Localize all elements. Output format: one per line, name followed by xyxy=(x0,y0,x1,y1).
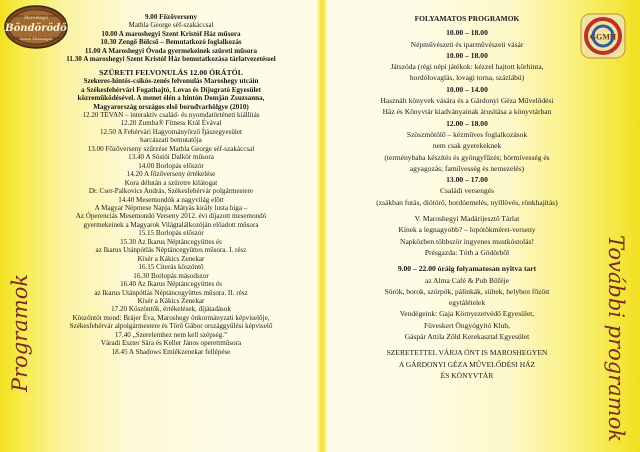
program-line: Mathla George séf-szakáccsal xyxy=(128,21,214,30)
program-line: Szöszmötölő – kézműves foglalkozások xyxy=(406,129,528,139)
program-line: 10.00 A maroshegyi Szent Kristóf Ház műsora xyxy=(101,29,241,38)
program-line: 14.40 Mesemondók a nagyvilág előtt xyxy=(118,195,224,204)
program-line: 12.20 Zumba® Fitness Král Évával xyxy=(120,119,222,128)
time-range: 12.00 – 18.00 xyxy=(446,118,488,128)
program-line: az Ikarus Utánpótlás Néptáncegyüttes műsora. I. rész xyxy=(95,246,247,255)
time-range: 10.00 – 14.00 xyxy=(446,84,488,94)
program-line: Napközben többször ingyenes mustkóstolás! xyxy=(400,236,534,246)
program-line: Présgazda: Tóth a Gödörből xyxy=(424,247,510,257)
program-line: V. Maroshegyi Madárijesztő Tárlat xyxy=(414,214,520,224)
right-program-column xyxy=(334,13,600,381)
program-line: nem csak gyerekeknek xyxy=(432,141,502,151)
ggmh-logo-text: GGMH xyxy=(589,32,617,42)
program-line: Köszöntöt mond: Brájer Éva, Maroshegy önkormányzati képviselője, xyxy=(72,313,270,322)
time-range: 13.00 – 17.00 xyxy=(446,175,488,185)
program-line: az Alma Café & Pub Büféje xyxy=(425,275,509,285)
continuous-programs-heading: FOLYAMATOS PROGRAMOK xyxy=(414,14,520,23)
program-line: közreműködésével. A menet élén a hintón Domján Zsuzsanna, xyxy=(77,94,265,103)
program-line: harcászati bemutatója xyxy=(140,136,202,145)
program-line: Sörök, borok, szörpök, pálinkák, sültek, helyben főzött xyxy=(384,286,550,296)
program-line: Magyarország országos első boruđvarhölgye (2010) xyxy=(93,102,249,111)
program-line: gyermekeinek a Magyarok Világtalálkozóján előadott műsora xyxy=(83,220,259,229)
program-line: 9.00 – 22.00 óráig folyamatosan nyitva tart xyxy=(397,264,537,274)
program-line: 11.30 A maroshegyi Szent Kristóf Ház bemutatkozása tárlatvezetéssel xyxy=(66,55,276,64)
program-line: Gáspár Attila Zöld Kerekasztal Egyesület xyxy=(404,332,530,342)
program-line: 14.00 Borlopás előszór xyxy=(138,161,204,170)
closing-line: A GÁRDONYI GÉZA MŰVELŐDÉSI HÁZ xyxy=(398,359,536,369)
program-line: Dr. Cser-Palkovics András, Székesfehérvár polgármestere xyxy=(88,187,254,196)
program-line: 15.30 Az Ikarus Néptáncegyüttes és xyxy=(120,237,222,246)
program-line: A Magyar Népmese Napja. Mátyás király lusta higa – xyxy=(94,203,248,212)
program-line: 15.15 Borlopás előszór xyxy=(138,229,204,238)
program-line: 13.40 A Sóstói Dalkör műsora xyxy=(128,153,214,162)
left-vertical-title: Programok xyxy=(8,273,32,392)
closing-line: ÉS KÖNYVTÁR xyxy=(440,370,494,380)
program-line: 12.20 TEVAN – interaktív család- és nyomdatörténeti kiállítás xyxy=(82,110,260,119)
program-line: Vendégeink: Gaja Környezetvédő Egyesület, xyxy=(399,309,535,319)
program-line: 16.30 Borlopás másodszor xyxy=(133,271,209,280)
program-line: 16.40 Az Ikarus Néptáncegyüttes és xyxy=(120,280,222,289)
program-line: az Ikarus Utánpótlás Néptáncegyüttes műsora. II. rész xyxy=(94,288,248,297)
program-line: 16.15 Citerás köszöntő xyxy=(138,263,204,272)
program-line: 17.40 „Szerelemhez nem kell szépség.” xyxy=(114,330,228,339)
program-line: 10.30 Zengő Bölcső – Bemutatkozó foglalkozás xyxy=(100,38,242,47)
program-line: 14.20 A főzőverseny értékelése xyxy=(126,170,216,179)
program-line: a Székesfehérvári Fogathajtó, Lovas és Díjugrató Egyesület xyxy=(81,85,261,94)
program-line: 17.20 Köszöntők, értékelések, díjátadások xyxy=(111,305,231,314)
program-line: Népművészeti és iparművészeti vásár xyxy=(410,39,524,49)
program-line: Használt könyvek vására és a Gárdonyi Géza Művelődési xyxy=(380,96,554,106)
program-line: (zsákban futás, diótörő, hordóemelés, nyíllövés, rönkhajítás) xyxy=(376,197,558,207)
program-line: Kísér a Kákics Zenekar xyxy=(137,254,205,263)
program-line: 18.45 A Shadows Emlékzenekar fellépése xyxy=(111,347,231,356)
time-range: 10.00 – 18.00 xyxy=(446,50,488,60)
program-line: Az Óperenciás Mesemondó Verseny 2012. évi díjazott mesemondó xyxy=(75,212,267,221)
center-fold xyxy=(316,0,328,452)
program-line: Váradi Eszter Sára és Keller János operettműsora xyxy=(100,339,242,348)
logo-line1: Maroshegyi xyxy=(24,16,48,21)
program-line: Füveskert Öngyógyító Klub, xyxy=(423,320,511,330)
program-line: egytálételek xyxy=(448,298,486,308)
program-line: Kinek a legnagyobb? – lopótökméret-verseny xyxy=(398,225,536,235)
program-line: Kora délután a szüretre kilátogat xyxy=(124,178,218,187)
program-line: 13.00 Főzőverseny szűrzése Mathla George séf-szakáccsal xyxy=(87,144,255,153)
logo-line2: Böndörödő xyxy=(5,23,67,34)
program-line: Családi versengés xyxy=(440,186,494,196)
time-range: 10.00 – 18.00 xyxy=(446,28,488,38)
program-line: 9.00 Főzőverseny xyxy=(144,13,197,21)
program-line: agyagozás; faművesség és nemezelés) xyxy=(409,163,525,173)
program-line: 12.50 A Fehérvári Hagyományőrző Íjászegyesület xyxy=(99,127,243,136)
left-program-column xyxy=(28,13,314,356)
program-line: Kísér a Kákics Zenekar xyxy=(137,296,205,305)
program-line: hordólovaglás, lovagi torna, százlábú) xyxy=(409,73,525,83)
program-line: Szekeres-hintós-csikós-zenés felvonulás Maroshegy utcáin xyxy=(83,77,259,86)
right-vertical-title: További programok xyxy=(604,235,628,443)
program-line: Játszóda (régi népi játékok: kézzel hajtott körhinta, xyxy=(390,62,544,72)
program-line: Székesfehérvár alpolgármestere és Törő Gábor országgyűlési képviselő xyxy=(69,322,273,331)
program-line: 11.00 A Maroshegyi Óvoda gyermekeinek szüreti műsora xyxy=(84,46,258,55)
program-line: (terménybaba készítés és gyöngyfűzés; börmívesség és xyxy=(384,152,550,162)
parade-heading: SZÜRETI FELVONULÁS 12.00 ÓRÁTÓL xyxy=(99,67,243,77)
program-line: Ház és Könyvtár kiadványainak árusítása a könyvtárban xyxy=(382,107,552,117)
logo-line3: Szüreti Mulatságok xyxy=(19,36,53,41)
closing-line: SZERETETTEL VÁRJA ÖNT IS MAROSHEGYEN xyxy=(386,348,548,358)
